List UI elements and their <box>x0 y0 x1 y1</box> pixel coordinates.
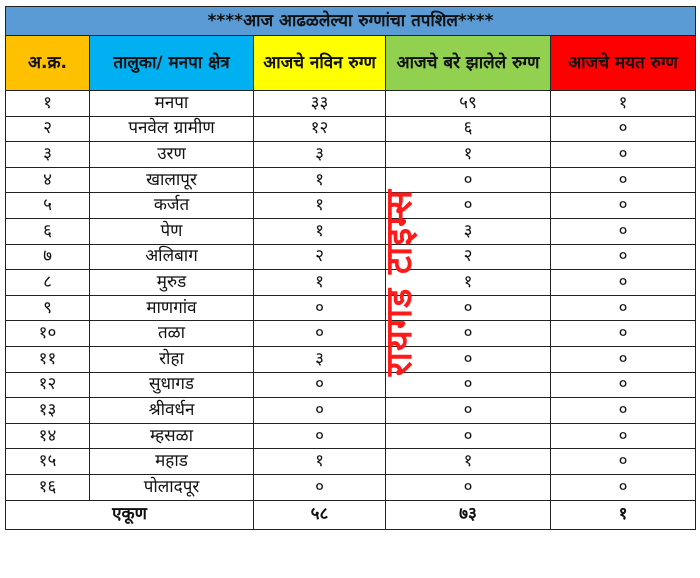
table-row <box>6 218 696 244</box>
cell-deaths: ० <box>551 321 696 347</box>
total-recovered: ७३ <box>386 500 551 529</box>
cell-deaths: ० <box>551 142 696 168</box>
cell-new-cases: ० <box>254 474 386 500</box>
table-row <box>6 449 696 475</box>
cell-taluka: म्हसळा <box>90 423 254 449</box>
cell-new-cases: ० <box>254 372 386 398</box>
header-recovered: आजचे बरे झालेले रुग्ण <box>386 36 551 91</box>
cell-taluka: मुरुड <box>90 270 254 296</box>
cell-taluka: पेण <box>90 218 254 244</box>
table-row <box>6 372 696 398</box>
cell-deaths: ० <box>551 474 696 500</box>
table-row <box>6 474 696 500</box>
header-row <box>6 36 696 91</box>
cell-new-cases: १ <box>254 270 386 296</box>
cell-recovered: १ <box>386 270 551 296</box>
table-row <box>6 91 696 117</box>
cell-deaths: ० <box>551 346 696 372</box>
cell-recovered: ० <box>386 321 551 347</box>
header-new-cases: आजचे नविन रुग्ण <box>254 36 386 91</box>
cell-recovered: ० <box>386 167 551 193</box>
header-taluka: तालुका/ मनपा क्षेत्र <box>90 36 254 91</box>
cell-deaths: ० <box>551 449 696 475</box>
cell-new-cases: २ <box>254 244 386 270</box>
cell-sr-no: १० <box>6 321 90 347</box>
cell-deaths: ० <box>551 270 696 296</box>
cell-recovered: ० <box>386 474 551 500</box>
cell-sr-no: ५ <box>6 193 90 219</box>
cell-sr-no: १५ <box>6 449 90 475</box>
header-deaths: आजचे मयत रुग्ण <box>551 36 696 91</box>
table-row <box>6 142 696 168</box>
cell-recovered: ० <box>386 295 551 321</box>
header-sr-no: अ.क्र. <box>6 36 90 91</box>
cell-new-cases: ० <box>254 321 386 347</box>
total-label: एकूण <box>6 500 254 529</box>
cell-deaths: ० <box>551 423 696 449</box>
cell-recovered: ६ <box>386 116 551 142</box>
cell-recovered: ० <box>386 398 551 424</box>
cell-taluka: उरण <box>90 142 254 168</box>
cell-sr-no: ९ <box>6 295 90 321</box>
cell-sr-no: ११ <box>6 346 90 372</box>
cell-taluka: अलिबाग <box>90 244 254 270</box>
total-deaths: १ <box>551 500 696 529</box>
cell-sr-no: १३ <box>6 398 90 424</box>
cell-taluka: पोलादपूर <box>90 474 254 500</box>
cell-sr-no: ३ <box>6 142 90 168</box>
cell-taluka: मनपा <box>90 91 254 117</box>
table-row <box>6 193 696 219</box>
table-row <box>6 244 696 270</box>
cell-deaths: ० <box>551 372 696 398</box>
cell-sr-no: १२ <box>6 372 90 398</box>
cell-new-cases: १ <box>254 193 386 219</box>
total-row <box>6 500 696 529</box>
cell-new-cases: ३ <box>254 346 386 372</box>
table-row <box>6 346 696 372</box>
cell-sr-no: ४ <box>6 167 90 193</box>
cell-sr-no: ७ <box>6 244 90 270</box>
table-row <box>6 321 696 347</box>
cell-new-cases: ३ <box>254 142 386 168</box>
table-row <box>6 295 696 321</box>
cell-new-cases: ० <box>254 295 386 321</box>
cell-sr-no: १६ <box>6 474 90 500</box>
cell-deaths: ० <box>551 193 696 219</box>
cell-taluka: सुधागड <box>90 372 254 398</box>
cell-new-cases: १२ <box>254 116 386 142</box>
cell-deaths: ० <box>551 295 696 321</box>
cell-recovered: ० <box>386 193 551 219</box>
cell-deaths: ० <box>551 398 696 424</box>
table-row <box>6 398 696 424</box>
table-title: ****आज आढळलेल्या रुग्णांचा तपशिल**** <box>6 7 696 36</box>
total-new-cases: ५८ <box>254 500 386 529</box>
title-row <box>6 7 696 36</box>
patient-details-table <box>5 6 696 530</box>
table-row <box>6 116 696 142</box>
table-row <box>6 167 696 193</box>
cell-sr-no: १४ <box>6 423 90 449</box>
cell-new-cases: ० <box>254 423 386 449</box>
cell-deaths: ० <box>551 167 696 193</box>
cell-deaths: ० <box>551 244 696 270</box>
cell-taluka: पनवेल ग्रामीण <box>90 116 254 142</box>
cell-taluka: महाड <box>90 449 254 475</box>
cell-taluka: रोहा <box>90 346 254 372</box>
cell-taluka: खालापूर <box>90 167 254 193</box>
cell-new-cases: १ <box>254 218 386 244</box>
cell-taluka: तळा <box>90 321 254 347</box>
cell-recovered: ० <box>386 372 551 398</box>
cell-taluka: माणगांव <box>90 295 254 321</box>
cell-deaths: ० <box>551 218 696 244</box>
cell-recovered: ३ <box>386 218 551 244</box>
cell-sr-no: ८ <box>6 270 90 296</box>
cell-sr-no: ६ <box>6 218 90 244</box>
cell-recovered: ० <box>386 346 551 372</box>
cell-recovered: २ <box>386 244 551 270</box>
cell-sr-no: २ <box>6 116 90 142</box>
table-row <box>6 423 696 449</box>
table-row <box>6 270 696 296</box>
cell-recovered: ५९ <box>386 91 551 117</box>
cell-sr-no: १ <box>6 91 90 117</box>
watermark-text: रायगड टाइम्स <box>379 188 421 376</box>
cell-recovered: १ <box>386 142 551 168</box>
cell-recovered: १ <box>386 449 551 475</box>
cell-deaths: ० <box>551 116 696 142</box>
cell-recovered: ० <box>386 423 551 449</box>
cell-new-cases: ० <box>254 398 386 424</box>
cell-new-cases: ३३ <box>254 91 386 117</box>
cell-taluka: कर्जत <box>90 193 254 219</box>
cell-new-cases: १ <box>254 449 386 475</box>
cell-taluka: श्रीवर्धन <box>90 398 254 424</box>
cell-new-cases: १ <box>254 167 386 193</box>
cell-deaths: १ <box>551 91 696 117</box>
